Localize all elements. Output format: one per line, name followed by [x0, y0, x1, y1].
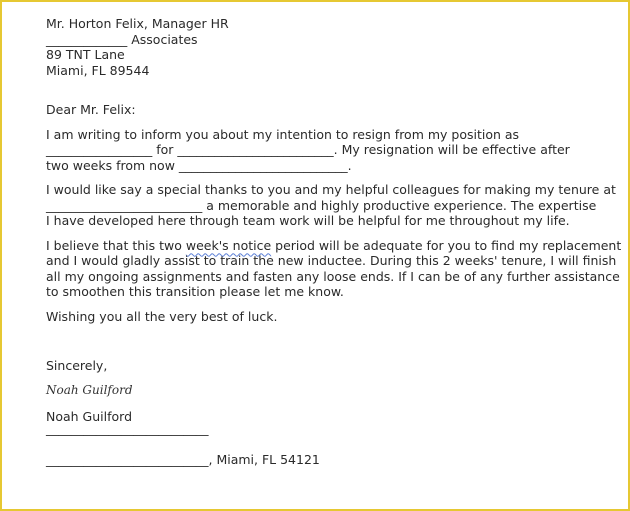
address-rule-line: __________________________, Miami, FL 54121 — [46, 452, 320, 467]
recipient-address — [46, 16, 606, 78]
resignation-letter — [46, 16, 622, 468]
address-line-4: Miami, FL 89544 — [46, 62, 150, 78]
paragraph-line: I have developed here through team work will be helpful for me throughout my life. — [46, 213, 570, 228]
signature-rule: __________________________ — [46, 420, 209, 436]
paragraph-text: period will be adequate for you to find my replacement — [271, 237, 622, 253]
paragraph-1 — [46, 127, 606, 174]
paragraph-line: I am writing to inform you about my intention to resign from my position as — [46, 126, 520, 142]
paragraph-line: two weeks from now ___________________________. — [46, 157, 352, 173]
salutation: Dear Mr. Felix: — [46, 102, 136, 117]
paragraph-line: and I would gladly assist to train the new inductee. During this 2 weeks' tenure, I will finish — [46, 253, 617, 268]
paragraph-line: _________________ for _________________________. My resignation will be effective after — [46, 142, 570, 157]
address-line-3: 89 TNT Lane — [46, 47, 125, 62]
paragraph-3 — [46, 237, 622, 300]
closing: Sincerely, — [46, 358, 108, 373]
paragraph-2 — [46, 182, 616, 229]
signer-name: Noah Guilford — [46, 409, 133, 424]
wishing-line: Wishing you all the very best of luck. — [46, 308, 278, 324]
spellcheck-marked-text: week's notice — [185, 237, 272, 253]
paragraph-line: _________________________ a memorable and highly productive experience. The expertise — [46, 197, 597, 213]
address-line-2: _____________ Associates — [46, 31, 198, 47]
paragraph-text: I believe that this two — [46, 237, 186, 253]
paragraph-line: I would like say a special thanks to you and my helpful colleagues for making my tenure at — [46, 182, 616, 197]
address-line-1: Mr. Horton Felix, Manager HR — [46, 16, 229, 31]
paragraph-line: to smoothen this transition please let me know. — [46, 284, 344, 299]
handwritten-signature: Noah Guilford — [46, 382, 133, 397]
paragraph-line: all my ongoing assignments and fasten any loose ends. If I can be of any further assistance — [46, 268, 620, 284]
paragraph-line — [46, 237, 622, 254]
